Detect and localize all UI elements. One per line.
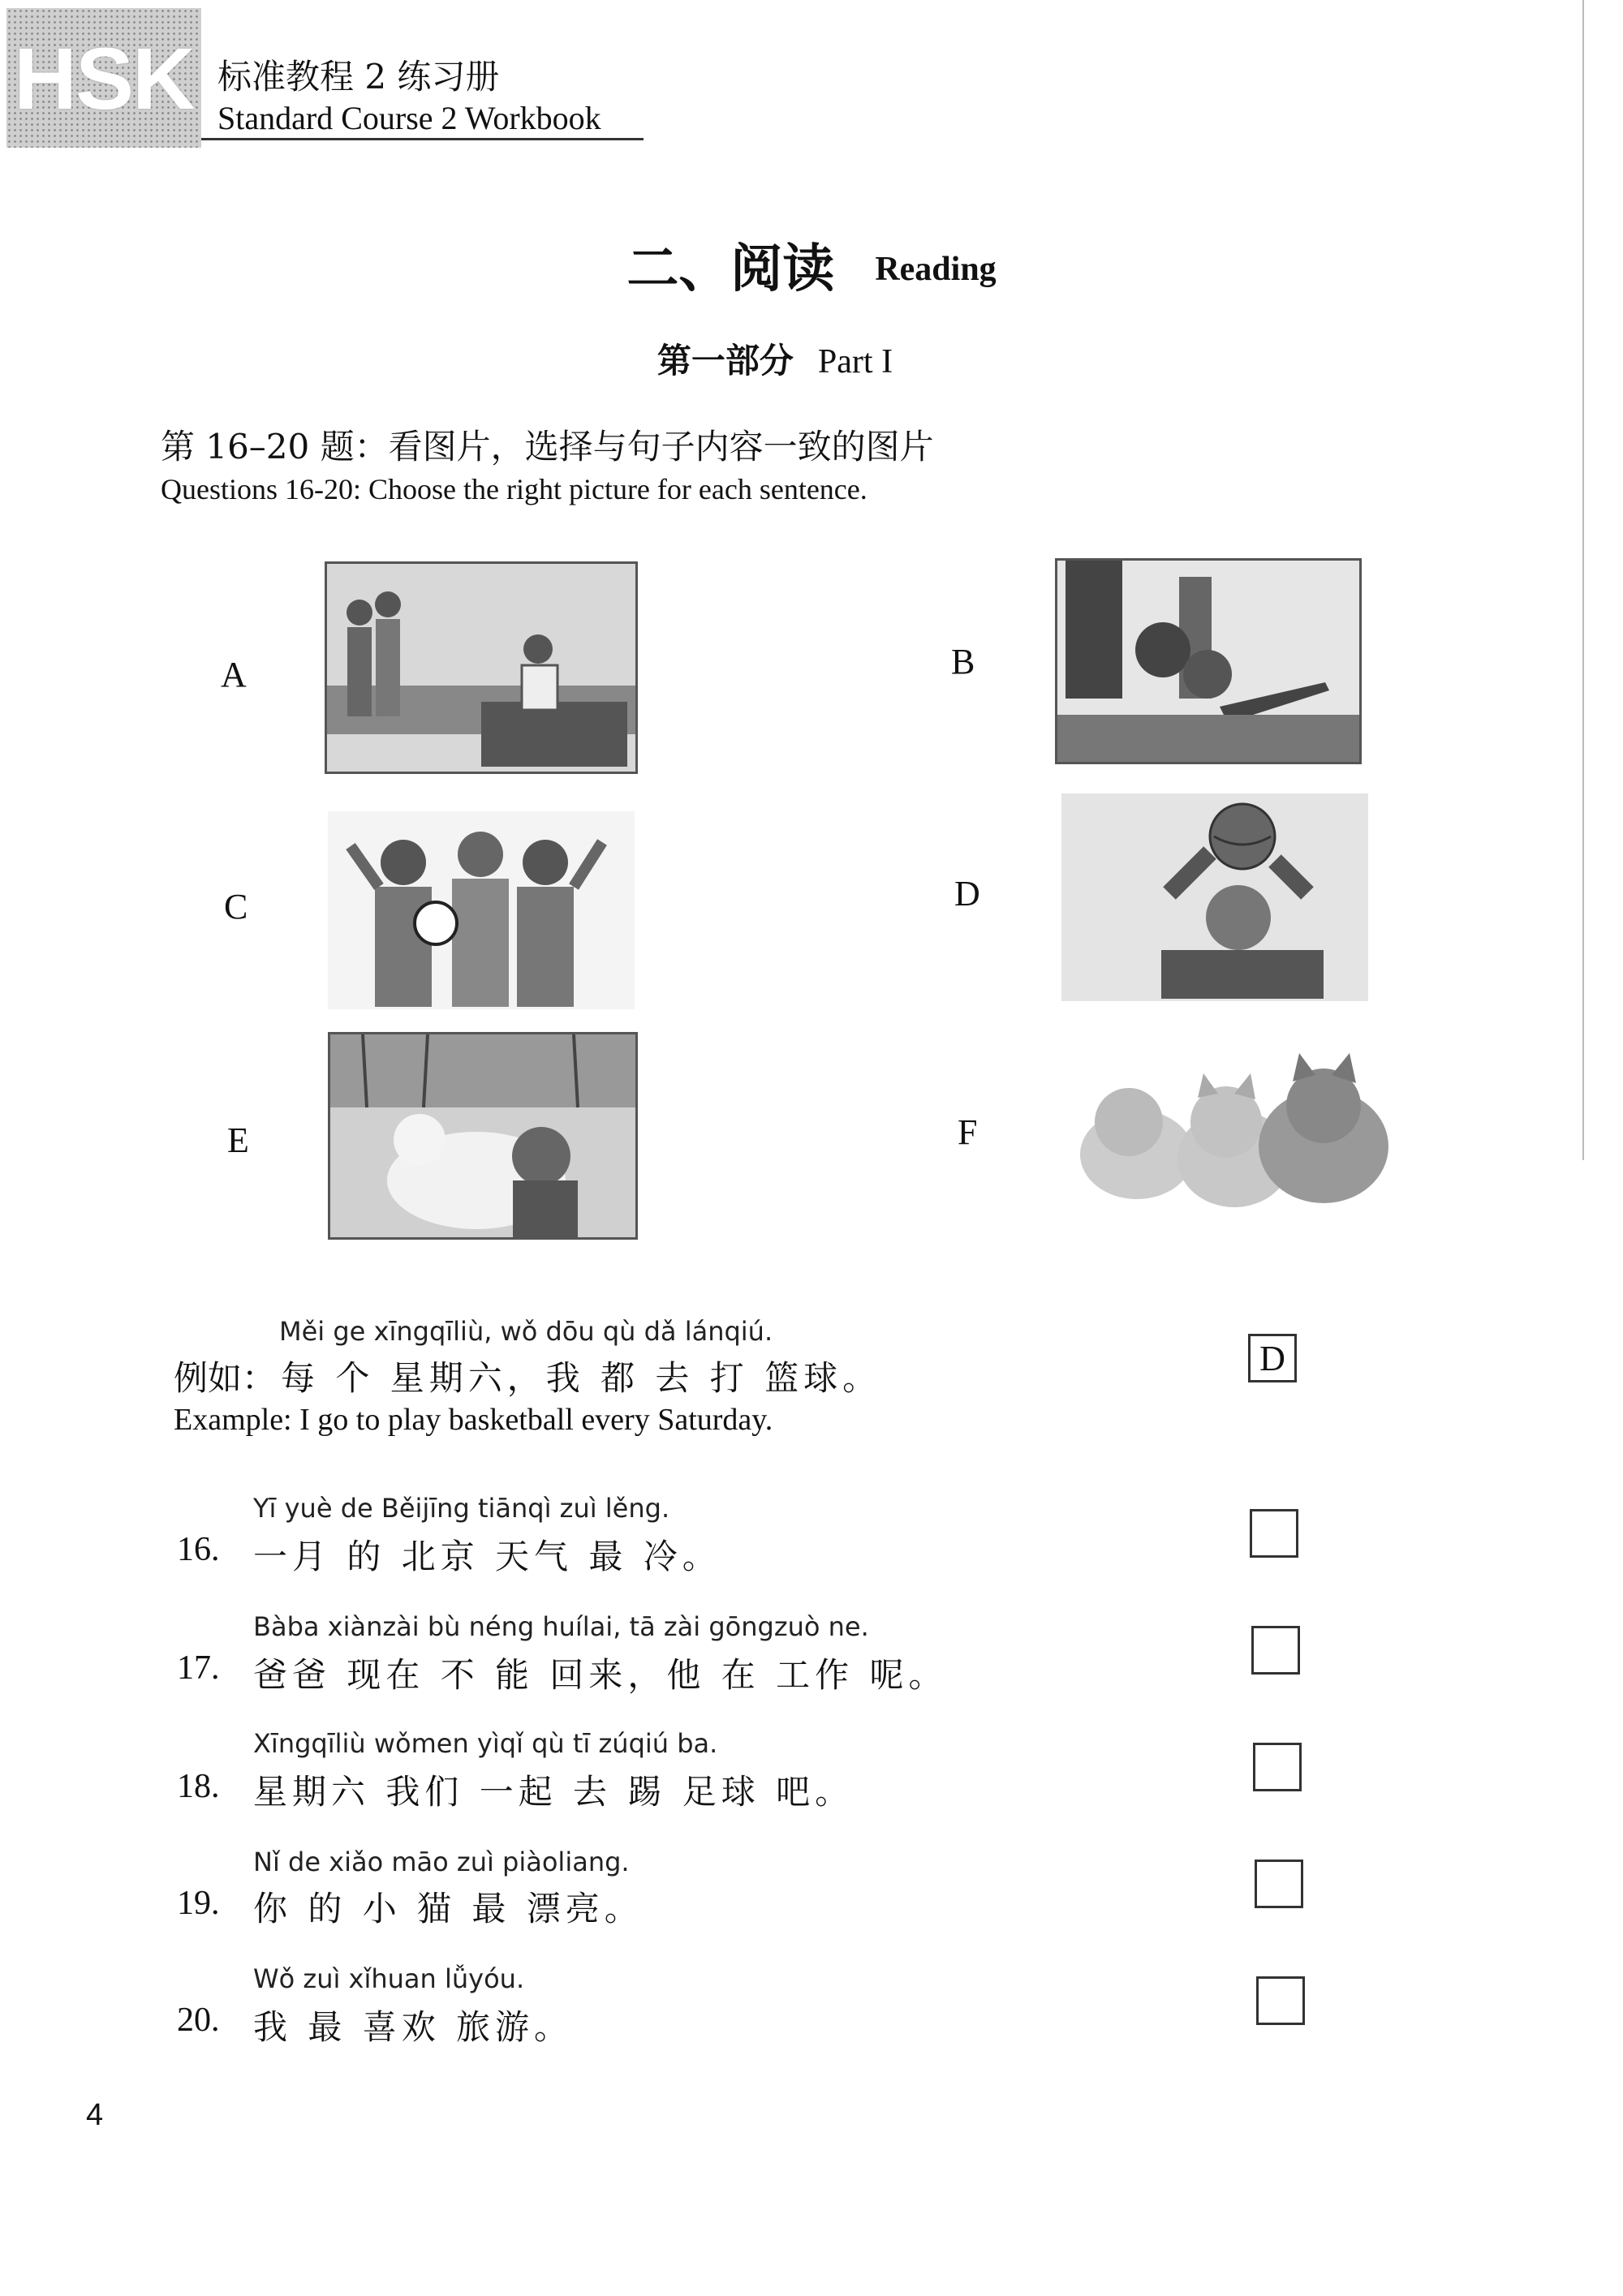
instructions-english: Questions 16-20: Choose the right picture for each sentence. <box>161 473 867 505</box>
part-title <box>0 334 1550 383</box>
question-18-answer-box[interactable] <box>1253 1743 1302 1791</box>
question-20-pinyin: Wǒ zuì xǐhuan lǚyóu. <box>253 1963 525 1994</box>
question-16-number: 16. <box>177 1531 220 1568</box>
office-workers-picture <box>325 561 638 774</box>
kittens-picture <box>1061 1047 1404 1217</box>
hsk-logo: HSK <box>6 8 201 148</box>
man-with-basketball-picture <box>1061 793 1368 1001</box>
page-edge-line <box>1582 0 1584 1160</box>
example-pinyin: Měi ge xīngqīliù, wǒ dōu qù dǎ lánqiú. <box>279 1316 773 1347</box>
question-19-sentence: 你 的 小 猫 最 漂亮。 <box>253 1889 644 1928</box>
header-rule <box>201 138 644 140</box>
tourists-pointing-picture <box>1055 558 1362 764</box>
question-16-pinyin: Yī yuè de Běijīng tiānqì zuì lěng. <box>253 1493 670 1524</box>
question-20-number: 20. <box>177 2001 220 2039</box>
section-title <box>0 227 1623 302</box>
question-19-number: 19. <box>177 1885 220 1922</box>
example-translation: Example: I go to play basketball every Saturday. <box>174 1403 773 1437</box>
snowman-picture <box>328 1032 638 1240</box>
workbook-title-chinese: 标准教程 2 练习册 <box>217 57 500 97</box>
question-18-pinyin: Xīngqīliù wǒmen yìqǐ qù tī zúqiú ba. <box>253 1728 718 1759</box>
example-label: 例如： <box>174 1361 277 1398</box>
question-19-answer-box[interactable] <box>1255 1860 1303 1908</box>
boys-with-football-picture <box>328 811 635 1009</box>
question-20-answer-box[interactable] <box>1256 1976 1305 2025</box>
part-title-chinese: 第一部分 <box>657 341 794 381</box>
picture-letter-f: F <box>958 1112 978 1152</box>
picture-letter-a: A <box>221 655 247 694</box>
question-20-sentence: 我 最 喜欢 旅游。 <box>253 2007 574 2047</box>
question-17-answer-box[interactable] <box>1251 1626 1300 1675</box>
question-18-number: 18. <box>177 1768 220 1805</box>
picture-letter-e: E <box>227 1120 249 1160</box>
question-18-sentence: 星期六 我们 一起 去 踢 足球 吧。 <box>253 1772 855 1812</box>
page-number: 4 <box>86 2098 104 2132</box>
question-17-pinyin: Bàba xiànzài bù néng huílai, tā zài gōngzuò ne. <box>253 1611 869 1642</box>
part-title-english: Part I <box>817 343 893 381</box>
workbook-title-english: Standard Course 2 Workbook <box>217 100 601 136</box>
example-sentence: 每 个 星期六，我 都 去 打 篮球。 <box>281 1358 882 1398</box>
question-17-number: 17. <box>177 1649 220 1687</box>
picture-letter-d: D <box>954 874 980 914</box>
question-17-sentence: 爸爸 现在 不 能 回来，他 在 工作 呢。 <box>253 1655 948 1695</box>
question-16-answer-box[interactable] <box>1250 1509 1298 1558</box>
section-title-chinese: 二、阅读 <box>626 239 835 299</box>
section-title-english: Reading <box>875 251 997 288</box>
question-16-sentence: 一月 的 北京 天气 最 冷。 <box>253 1537 721 1576</box>
instructions-chinese: 第 16–20 题：看图片，选择与句子内容一致的图片 <box>161 427 934 467</box>
picture-letter-c: C <box>224 887 248 927</box>
question-19-pinyin: Nǐ de xiǎo māo zuì piàoliang. <box>253 1847 630 1877</box>
picture-letter-b: B <box>951 642 975 681</box>
example-answer-box: D <box>1248 1334 1297 1382</box>
